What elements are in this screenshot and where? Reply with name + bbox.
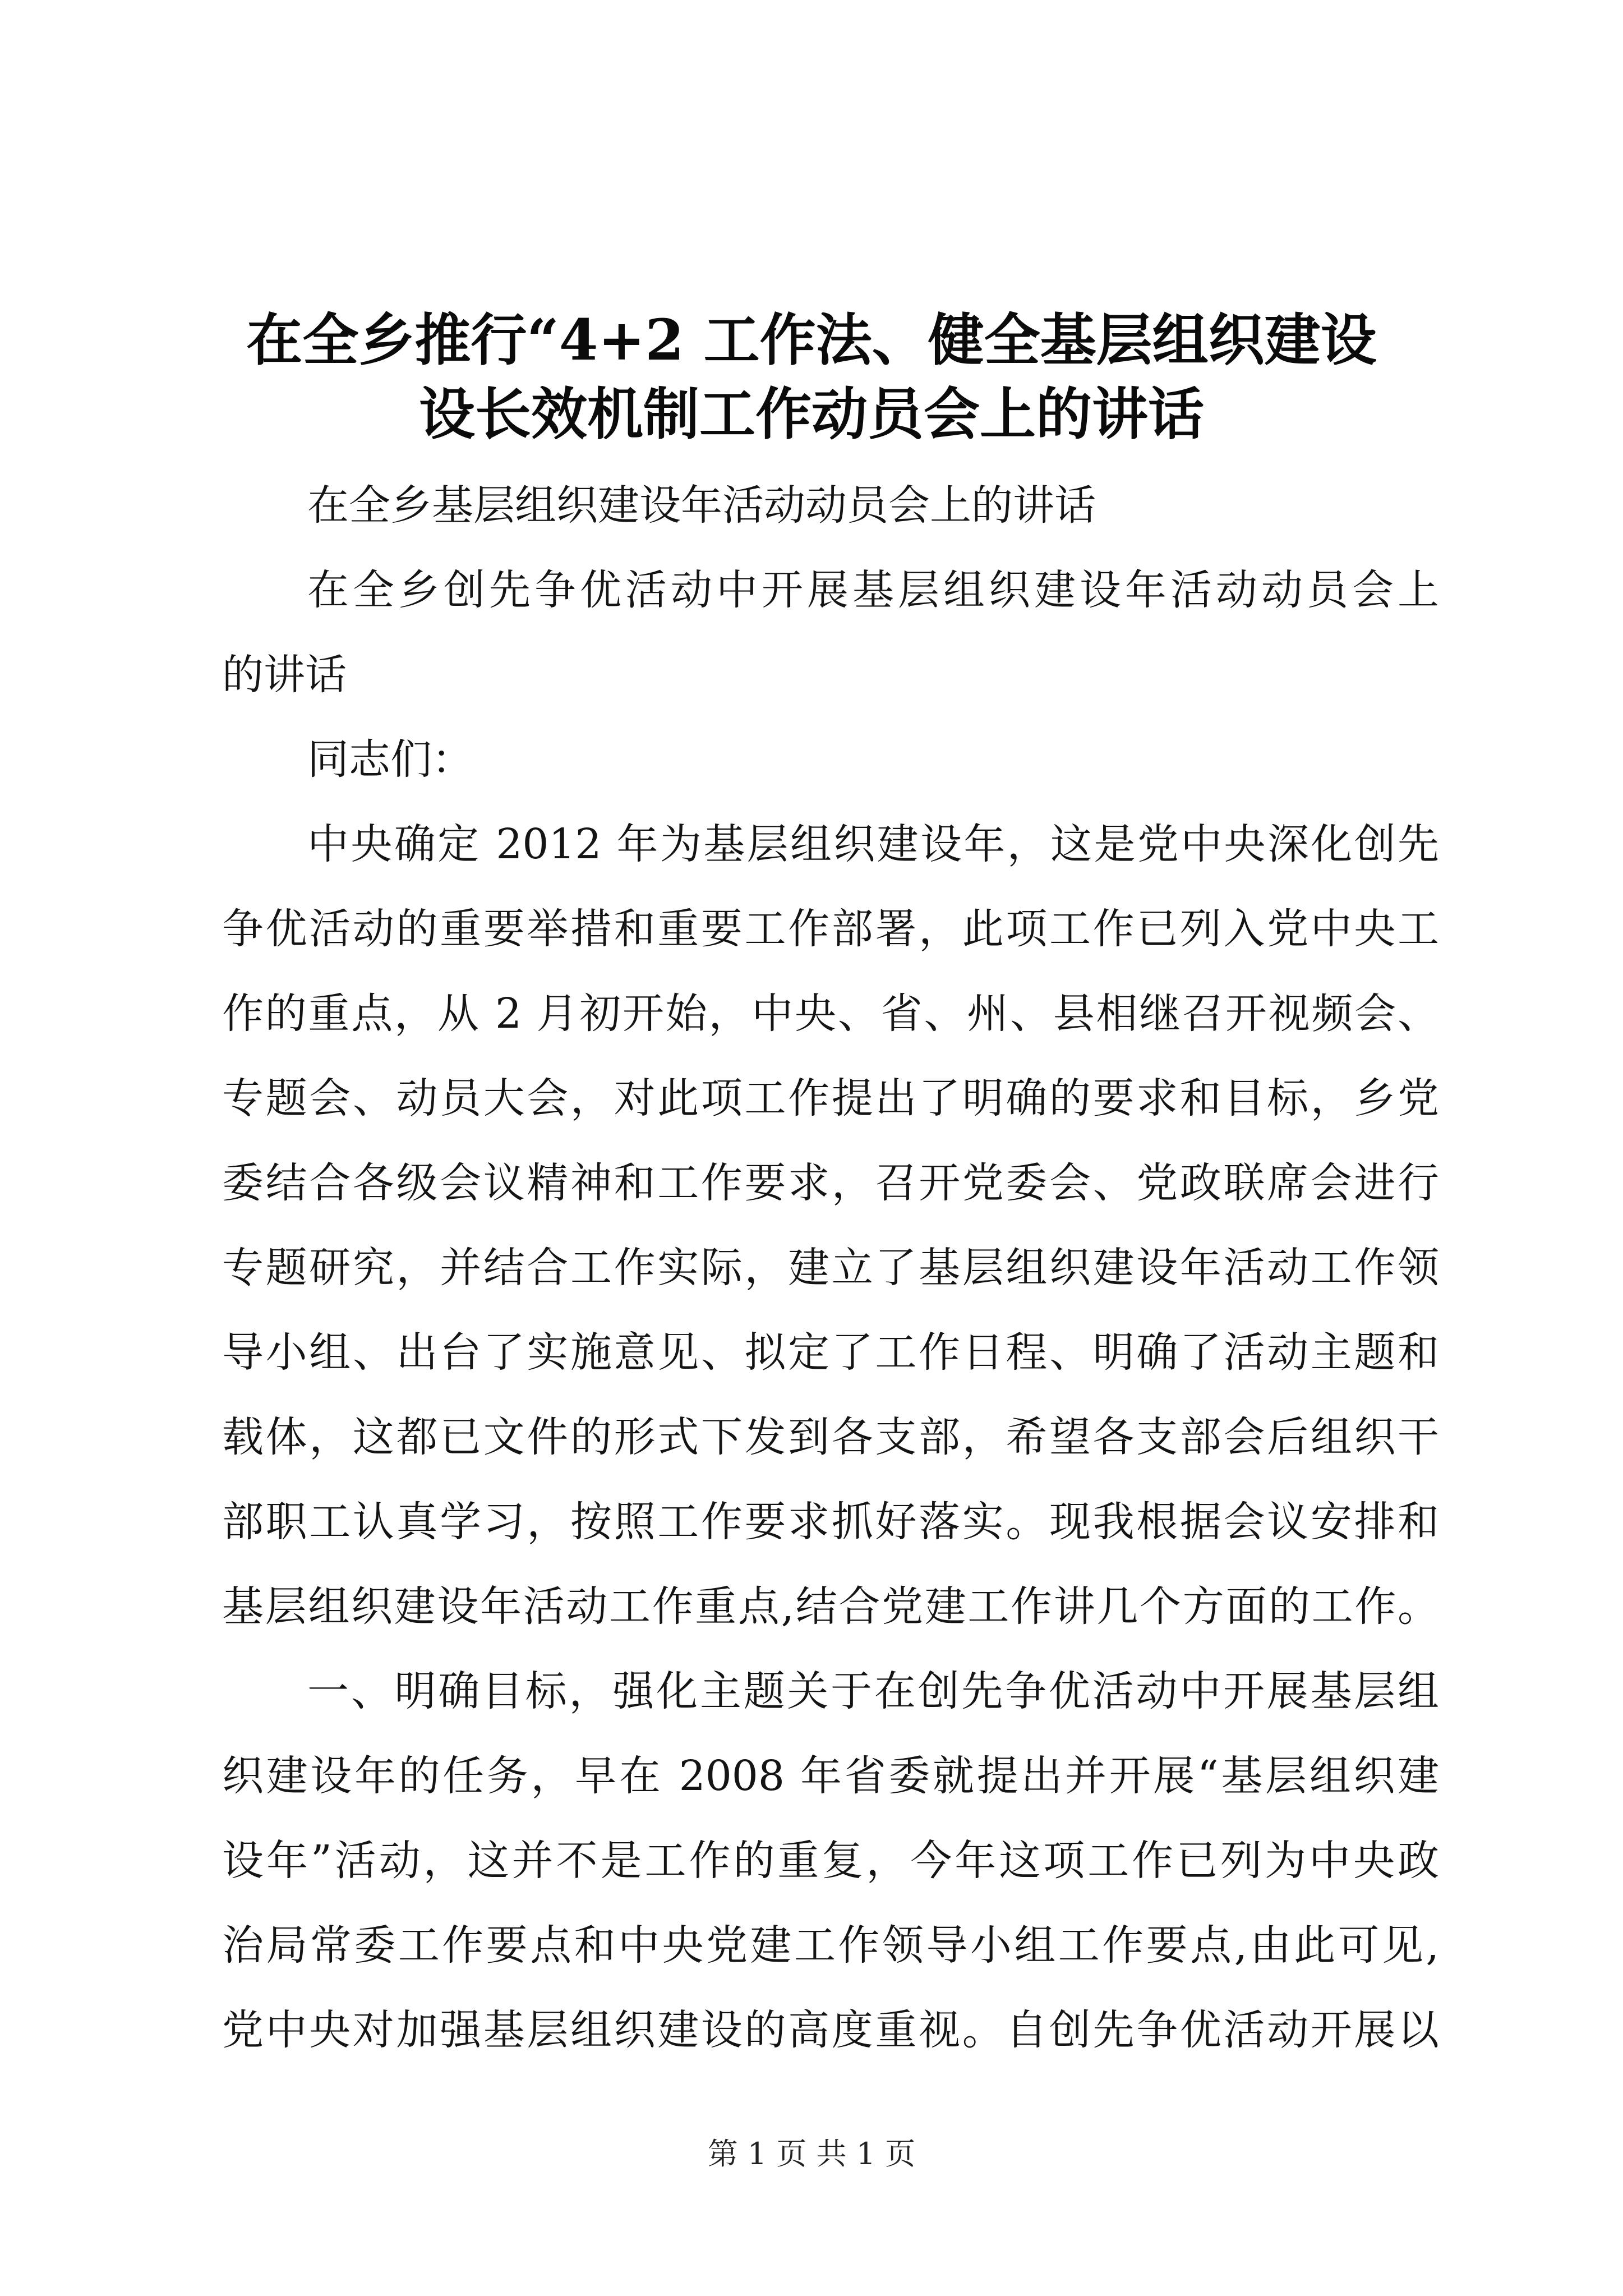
paragraph-line: 中央确定 2012 年为基层组织建设年，这是党中央深化创先: [307, 820, 1439, 868]
paragraph-line: 基层组织建设年活动工作重点,结合党建工作讲几个方面的工作。: [222, 1582, 1439, 1631]
paragraph-line: 治局常委工作要点和中央党建工作领导小组工作要点,由此可见,: [222, 1921, 1439, 1970]
paragraph-line: 作的重点，从 2 月初开始，中央、省、州、县相继召开视频会、: [222, 990, 1439, 1038]
paragraph-line: 委结合各级会议精神和工作要求，召开党委会、党政联席会进行: [222, 1159, 1439, 1207]
paragraph-line: 的讲话: [222, 651, 347, 699]
paragraph-line: 在全乡基层组织建设年活动动员会上的讲话: [307, 481, 1096, 530]
paragraph-line: 导小组、出台了实施意见、拟定了工作日程、明确了活动主题和: [222, 1328, 1439, 1377]
paragraph-line: 织建设年的任务，早在 2008 年省委就提出并开展“基层组织建: [222, 1752, 1439, 1800]
page-footer: 第 1 页 共 1 页: [707, 2136, 916, 2171]
paragraph-line: 专题会、动员大会，对此项工作提出了明确的要求和目标，乡党: [222, 1074, 1439, 1122]
paragraph-line: 部职工认真学习，按照工作要求抓好落实。现我根据会议安排和: [222, 1498, 1439, 1546]
paragraph: [222, 717, 1439, 802]
paragraph: [222, 802, 1439, 1649]
paragraph-line: 一、明确目标，强化主题关于在创先争优活动中开展基层组: [307, 1667, 1439, 1715]
document-title: [202, 303, 1421, 451]
paragraph-line: 载体，这都已文件的形式下发到各支部，希望各支部会后组织干: [222, 1413, 1439, 1461]
paragraph-line: 党中央对加强基层组织建设的高度重视。自创先争优活动开展以: [222, 2006, 1439, 2054]
paragraph-line: 同志们：: [307, 735, 473, 784]
paragraph-line: 在全乡创先争优活动中开展基层组织建设年活动动员会上: [307, 566, 1439, 614]
paragraph: [222, 1649, 1439, 2073]
paragraph-line: 专题研究，并结合工作实际，建立了基层组织建设年活动工作领: [222, 1244, 1439, 1292]
paragraph-line: 设年”活动，这并不是工作的重复，今年这项工作已列为中央政: [222, 1837, 1439, 1885]
paragraph: [222, 463, 1439, 548]
title-line: 设长效机制工作动员会上的讲话: [419, 381, 1204, 447]
paragraph: [222, 548, 1439, 717]
title-line: 在全乡推行“4+2 工作法、健全基层组织建设: [246, 307, 1377, 373]
document-body: [222, 463, 1439, 2073]
paragraph-line: 争优活动的重要举措和重要工作部署，此项工作已列入党中央工: [222, 905, 1439, 953]
